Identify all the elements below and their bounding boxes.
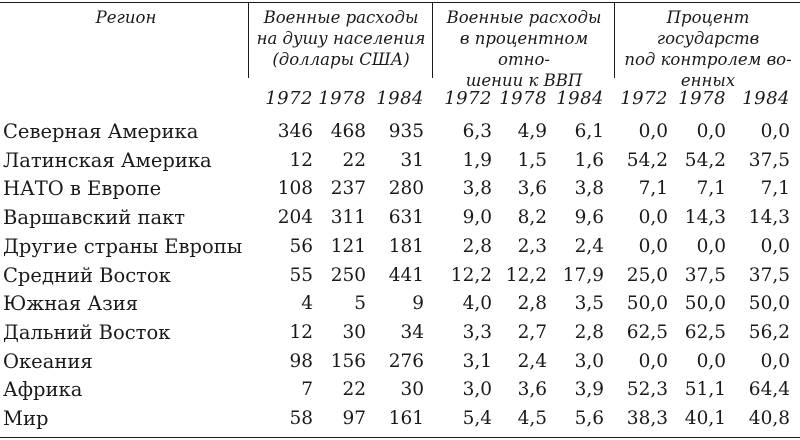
column-divider bbox=[432, 2, 433, 78]
table-cell: 12 bbox=[289, 149, 313, 171]
table-cell: 250 bbox=[330, 264, 366, 286]
header-year: 1978 bbox=[318, 88, 366, 109]
table-cell: 51,1 bbox=[684, 379, 726, 401]
table-cell: 50,0 bbox=[626, 293, 668, 315]
table-cell: 0,0 bbox=[760, 350, 790, 372]
row-label: НАТО в Европе bbox=[3, 177, 162, 201]
row-label: Мир bbox=[3, 407, 49, 430]
table-cell: 3,3 bbox=[462, 321, 492, 343]
table-cell: 346 bbox=[277, 121, 313, 142]
table-cell: 40,8 bbox=[748, 408, 790, 429]
table-cell: 181 bbox=[388, 235, 424, 257]
table-cell: 468 bbox=[330, 121, 366, 142]
table-cell: 7 bbox=[301, 379, 313, 401]
table-cell: 3,6 bbox=[517, 379, 547, 401]
table-cell: 54,2 bbox=[684, 149, 726, 171]
table-cell: 3,9 bbox=[574, 379, 604, 401]
row-label: Варшавский пакт bbox=[3, 206, 186, 230]
table-cell: 0,0 bbox=[760, 235, 790, 257]
table-cell: 204 bbox=[277, 207, 313, 229]
table-cell: 108 bbox=[277, 178, 313, 200]
table-cell: 4,5 bbox=[517, 408, 547, 429]
top-rule bbox=[0, 2, 800, 3]
table-cell: 64,4 bbox=[748, 379, 790, 401]
table-cell: 3,8 bbox=[574, 178, 604, 200]
row-label: Северная Америка bbox=[3, 120, 199, 143]
table-cell: 14,3 bbox=[684, 207, 726, 229]
table-cell: 37,5 bbox=[684, 264, 726, 286]
column-divider bbox=[614, 2, 615, 78]
header-year: 1984 bbox=[376, 88, 424, 109]
table-cell: 50,0 bbox=[684, 293, 726, 315]
table-cell: 98 bbox=[289, 350, 313, 372]
header-year: 1978 bbox=[499, 88, 547, 109]
table-cell: 280 bbox=[388, 178, 424, 200]
table-cell: 276 bbox=[388, 350, 424, 372]
table-cell: 0,0 bbox=[760, 121, 790, 142]
table-cell: 3,8 bbox=[462, 178, 492, 200]
row-label: Средний Восток bbox=[3, 263, 171, 287]
table-cell: 311 bbox=[330, 207, 366, 229]
table-cell: 935 bbox=[388, 121, 424, 142]
table-row bbox=[0, 147, 800, 175]
table-cell: 0,0 bbox=[638, 121, 668, 142]
header-group-1: Военные расходы на душу населения (доллары США) bbox=[256, 8, 426, 69]
table-row bbox=[0, 204, 800, 232]
table-cell: 4 bbox=[301, 293, 313, 315]
table-row bbox=[0, 290, 800, 318]
table-cell: 1,5 bbox=[517, 149, 547, 171]
row-label: Океания bbox=[3, 349, 93, 373]
table-cell: 1,6 bbox=[574, 149, 604, 171]
header-group-2: Военные расходы в процентном отно- шении к ВВП bbox=[446, 8, 602, 90]
table-cell: 22 bbox=[342, 379, 366, 401]
table-cell: 12,2 bbox=[450, 264, 492, 286]
row-label: Другие страны Европы bbox=[3, 234, 243, 258]
bottom-rule bbox=[0, 437, 800, 438]
table-cell: 5,4 bbox=[462, 408, 492, 429]
table-cell: 52,3 bbox=[626, 379, 668, 401]
header-year: 1984 bbox=[556, 88, 604, 109]
table-cell: 2,4 bbox=[574, 235, 604, 257]
header-year: 1984 bbox=[742, 88, 790, 109]
table-cell: 6,3 bbox=[462, 121, 492, 142]
table-cell: 12,2 bbox=[505, 264, 547, 286]
table-row bbox=[0, 376, 800, 404]
table-cell: 6,1 bbox=[574, 121, 604, 142]
table-cell: 55 bbox=[289, 264, 313, 286]
table-row bbox=[0, 319, 800, 347]
table-cell: 7,1 bbox=[760, 178, 790, 200]
header-year: 1978 bbox=[678, 88, 726, 109]
table-cell: 3,1 bbox=[462, 350, 492, 372]
header-year: 1972 bbox=[444, 88, 492, 109]
table-cell: 54,2 bbox=[626, 149, 668, 171]
table-cell: 0,0 bbox=[696, 121, 726, 142]
table-cell: 9,6 bbox=[574, 207, 604, 229]
table-cell: 9,0 bbox=[462, 207, 492, 229]
table-cell: 2,7 bbox=[517, 321, 547, 343]
row-label: Дальний Восток bbox=[3, 320, 171, 344]
table-cell: 7,1 bbox=[696, 178, 726, 200]
table-cell: 441 bbox=[388, 264, 424, 286]
table-cell: 40,1 bbox=[684, 408, 726, 429]
table-cell: 9 bbox=[412, 293, 424, 315]
table-cell: 5 bbox=[354, 293, 366, 315]
table-cell: 34 bbox=[400, 321, 424, 343]
table-cell: 2,3 bbox=[517, 235, 547, 257]
table-cell: 7,1 bbox=[638, 178, 668, 200]
table-cell: 3,6 bbox=[517, 178, 547, 200]
table-cell: 56,2 bbox=[748, 321, 790, 343]
table-cell: 56 bbox=[289, 235, 313, 257]
table-cell: 8,2 bbox=[517, 207, 547, 229]
table-cell: 38,3 bbox=[626, 408, 668, 429]
table-cell: 3,0 bbox=[574, 350, 604, 372]
table-cell: 156 bbox=[330, 350, 366, 372]
table-cell: 2,8 bbox=[517, 293, 547, 315]
table-cell: 161 bbox=[388, 408, 424, 429]
table-row bbox=[0, 175, 800, 203]
table-cell: 0,0 bbox=[638, 207, 668, 229]
table-cell: 62,5 bbox=[684, 321, 726, 343]
table-cell: 37,5 bbox=[748, 149, 790, 171]
table-cell: 0,0 bbox=[696, 350, 726, 372]
row-label: Латинская Америка bbox=[3, 148, 212, 172]
table-cell: 4,0 bbox=[462, 293, 492, 315]
table-cell: 12 bbox=[289, 321, 313, 343]
table-cell: 0,0 bbox=[638, 235, 668, 257]
table-cell: 631 bbox=[388, 207, 424, 229]
row-label: Африка bbox=[3, 378, 83, 402]
header-group-3: Процент государств под контролем во- енных bbox=[624, 8, 792, 90]
table-cell: 17,9 bbox=[562, 264, 604, 286]
table-cell: 50,0 bbox=[748, 293, 790, 315]
table-cell: 3,5 bbox=[574, 293, 604, 315]
table-cell: 58 bbox=[289, 408, 313, 429]
table-cell: 121 bbox=[330, 235, 366, 257]
table-cell: 4,9 bbox=[517, 121, 547, 142]
table-cell: 2,8 bbox=[574, 321, 604, 343]
table-cell: 62,5 bbox=[626, 321, 668, 343]
table-cell: 2,4 bbox=[517, 350, 547, 372]
table-row bbox=[0, 262, 800, 290]
table-cell: 3,0 bbox=[462, 379, 492, 401]
header-region: Регион bbox=[95, 8, 157, 27]
table-cell: 237 bbox=[330, 178, 366, 200]
table-cell: 0,0 bbox=[696, 235, 726, 257]
table-cell: 22 bbox=[342, 149, 366, 171]
table-row bbox=[0, 405, 800, 433]
column-divider bbox=[248, 2, 249, 78]
table-cell: 2,8 bbox=[462, 235, 492, 257]
table-cell: 5,6 bbox=[574, 408, 604, 429]
header-year: 1972 bbox=[620, 88, 668, 109]
header-year: 1972 bbox=[265, 88, 313, 109]
table-cell: 97 bbox=[342, 408, 366, 429]
table-cell: 14,3 bbox=[748, 207, 790, 229]
table-cell: 30 bbox=[400, 379, 424, 401]
table-cell: 25,0 bbox=[626, 264, 668, 286]
table-cell: 0,0 bbox=[638, 350, 668, 372]
table-row bbox=[0, 233, 800, 261]
table-cell: 37,5 bbox=[748, 264, 790, 286]
row-label: Южная Азия bbox=[3, 292, 139, 316]
table-row bbox=[0, 348, 800, 376]
table-cell: 31 bbox=[400, 149, 424, 171]
table-row bbox=[0, 118, 800, 146]
table-cell: 30 bbox=[342, 321, 366, 343]
table-cell: 1,9 bbox=[462, 149, 492, 171]
